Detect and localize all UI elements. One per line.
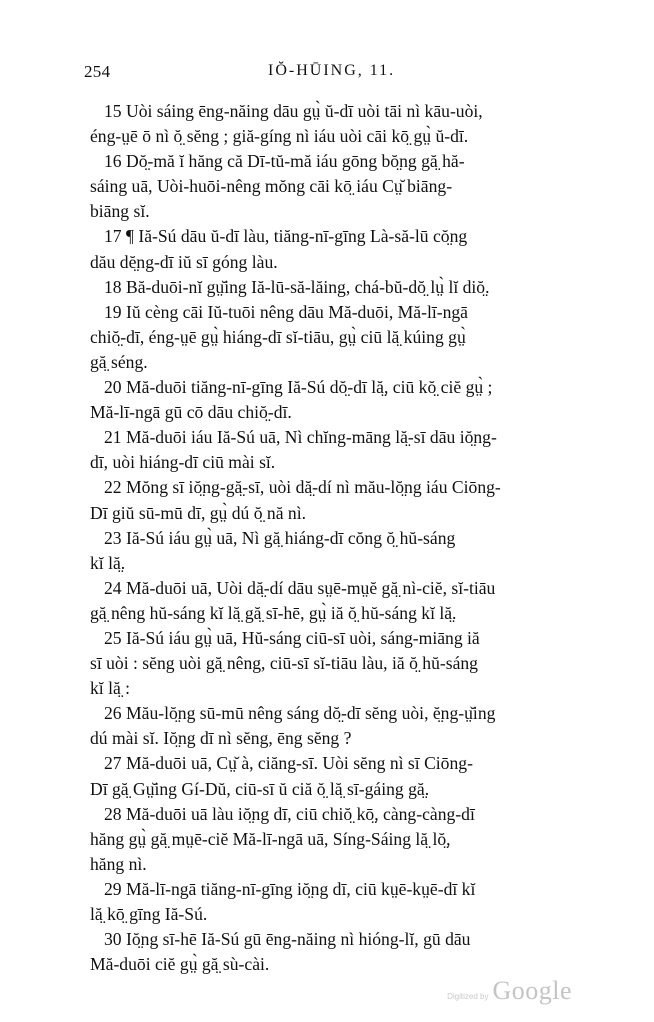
verse-line: gă̤ séng. [90, 351, 148, 372]
verse-line: 21 Mă-duōi iáu Iă-Sú uā, Nì chĭng-māng lă̤-sī dāu iŏ̤ng- [104, 427, 497, 448]
verse [78, 375, 578, 425]
verse [78, 877, 578, 927]
verse-line: 18 Bă-duōi-nĭ gṳ̆ing Iă-lū-să-lăing, chá-bŭ-dŏ̤ lṳ̀ lĭ diŏ̤. [104, 276, 490, 297]
verse [78, 626, 578, 701]
verse-line: 29 Mă-lī-ngā tiăng-nī-gīng iŏ̤ng dī, ciū kṳē-kṳē-dī kĭ [104, 878, 476, 899]
digitized-footer [447, 976, 572, 1006]
verse-line: Dī giŭ sū-mū dī, gṳ̀ dú ŏ̤ nă nì. [90, 502, 307, 523]
verse-line: 15 Uòi sáing ēng-năing dāu gṳ̀ ŭ-dī uòi tāi nì kāu-uòi, [104, 101, 483, 121]
verse-line: 27 Mă-duōi uā, Cṳ̆ à, ciăng-sī. Uòi sĕng nì sī Ciōng- [104, 753, 473, 774]
verse [78, 927, 578, 977]
verse-line: 20 Mă-duōi tiăng-nī-gīng Iă-Sú dŏ̤-dī lă̤, ciū kŏ̤ ciĕ gṳ̀ ; [104, 377, 493, 398]
verse-line: éng-ṳē ō nì ŏ̤ sĕng ; giă-gíng nì iáu uòi cāi kō̤ gṳ̀ ŭ-dī. [90, 126, 469, 147]
verse [78, 149, 578, 224]
verse-line: sáing uā, Uòi-huōi-nêng mŏng cāi kō̤ iáu Cṳ̆ biāng- [90, 176, 453, 197]
verse-line: Mă-duōi ciĕ gṳ̀ gă̤ sù-cài. [90, 954, 270, 975]
verse [78, 275, 578, 300]
verse-line: hăng gṳ̀ gă̤ mṳē-ciĕ Mă-lī-ngā uā, Síng-Sáing lă̤ lŏ̤, [90, 828, 451, 849]
verse-line: dī, uòi hiáng-dī ciū mài sĭ. [90, 452, 276, 473]
verse-line: chiŏ̤-dī, éng-ṳē gṳ̀ hiáng-dī sĭ-tiāu, gṳ̀ ciū lă̤ kúing gṳ̀ [90, 326, 466, 347]
page-number: 254 [84, 62, 111, 81]
page-header [84, 62, 584, 86]
verse-line: 24 Mă-duōi uā, Uòi dă̤-dí dāu sṳē-mṳĕ gă̤ nì-ciĕ, sĭ-tiāu [104, 577, 496, 598]
verse-line: 19 Iŭ cèng cāi Iŭ-tuōi nêng dāu Mă-duōi, Mă-lī-ngā [104, 301, 468, 322]
verse-line: 22 Mŏng sī iŏ̤ng-gă̤-sī, uòi dă̤-dí nì mău-lŏ̤ng iáu Ciōng- [104, 477, 501, 498]
verse [78, 751, 578, 801]
verse-line: sī uòi : sĕng uòi gă̤ nêng, ciū-sī sĭ-tiāu làu, iă ŏ̤ hŭ-sáng [90, 653, 478, 674]
google-logo: Google [492, 976, 572, 1005]
verse-line: dău dĕ̤ng-dī iŭ sī góng làu. [90, 251, 278, 272]
verse-line: hăng nì. [90, 853, 147, 874]
verse [78, 425, 578, 475]
verse [78, 526, 578, 576]
running-title: IŎ-HŪING, 11. [268, 62, 396, 79]
verse-line: 23 Iă-Sú iáu gṳ̀ uā, Nì gă̤ hiáng-dī cŏng ŏ̤ hŭ-sáng [104, 527, 456, 548]
verse [78, 475, 578, 525]
verse [78, 576, 578, 626]
verse-line: kĭ lă̤. [90, 552, 126, 573]
verse-line: Mă-lī-ngā gū cō dāu chiŏ̤-dī. [90, 402, 292, 423]
verse-line: lă̤ kō̤ gīng Iă-Sú. [90, 904, 208, 924]
verse-line: 30 Iŏ̤ng sī-hē Iă-Sú gū ēng-năing nì hióng-lĭ, gū dāu [104, 929, 471, 950]
verse-line: 25 Iă-Sú iáu gṳ̀ uā, Hŭ-sáng ciū-sī uòi, sáng-miāng iă [104, 627, 480, 648]
verse-line: gă̤ nêng hŭ-sáng kĭ lă̤ gă̤ sī-hē, gṳ̀ iă ŏ̤ hŭ-sáng kĭ lă̤. [90, 602, 457, 623]
verse-line: kĭ lă̤ : [90, 678, 131, 699]
digitized-label: Digitized by [447, 992, 489, 1001]
verse [78, 99, 578, 149]
verse [78, 300, 578, 375]
verse [78, 701, 578, 751]
verse-body [78, 99, 578, 977]
verse-line: 26 Mău-lŏ̤ng sū-mū nêng sáng dŏ̤-dī sĕng uòi, ĕ̤ng-ṳ̆ing [104, 703, 496, 724]
verse-line: dú mài sĭ. Iŏ̤ng dī nì sĕng, ēng sĕng ? [90, 728, 352, 749]
verse [78, 224, 578, 274]
verse-line: 28 Mă-duōi uā làu iŏ̤ng dī, ciū chiŏ̤ kō̤, càng-càng-dī [104, 803, 475, 824]
verse-line: 16 Dŏ̤-mă ĭ hăng că Dī-tŭ-mă iáu gōng bŏ̤ng gă̤ hă- [104, 151, 465, 172]
verse-line: biāng sĭ. [90, 201, 150, 222]
verse-line: Dī gă̤ Gṳ̆ing Gí-Dŭ, ciū-sī ŭ ciă ŏ̤ lă̤ sī-gáing gă̤. [90, 778, 430, 799]
verse [78, 802, 578, 877]
verse-line: 17 ¶ Iă-Sú dāu ŭ-dī làu, tiăng-nī-gīng Là-să-lū cŏ̤ng [104, 226, 468, 247]
